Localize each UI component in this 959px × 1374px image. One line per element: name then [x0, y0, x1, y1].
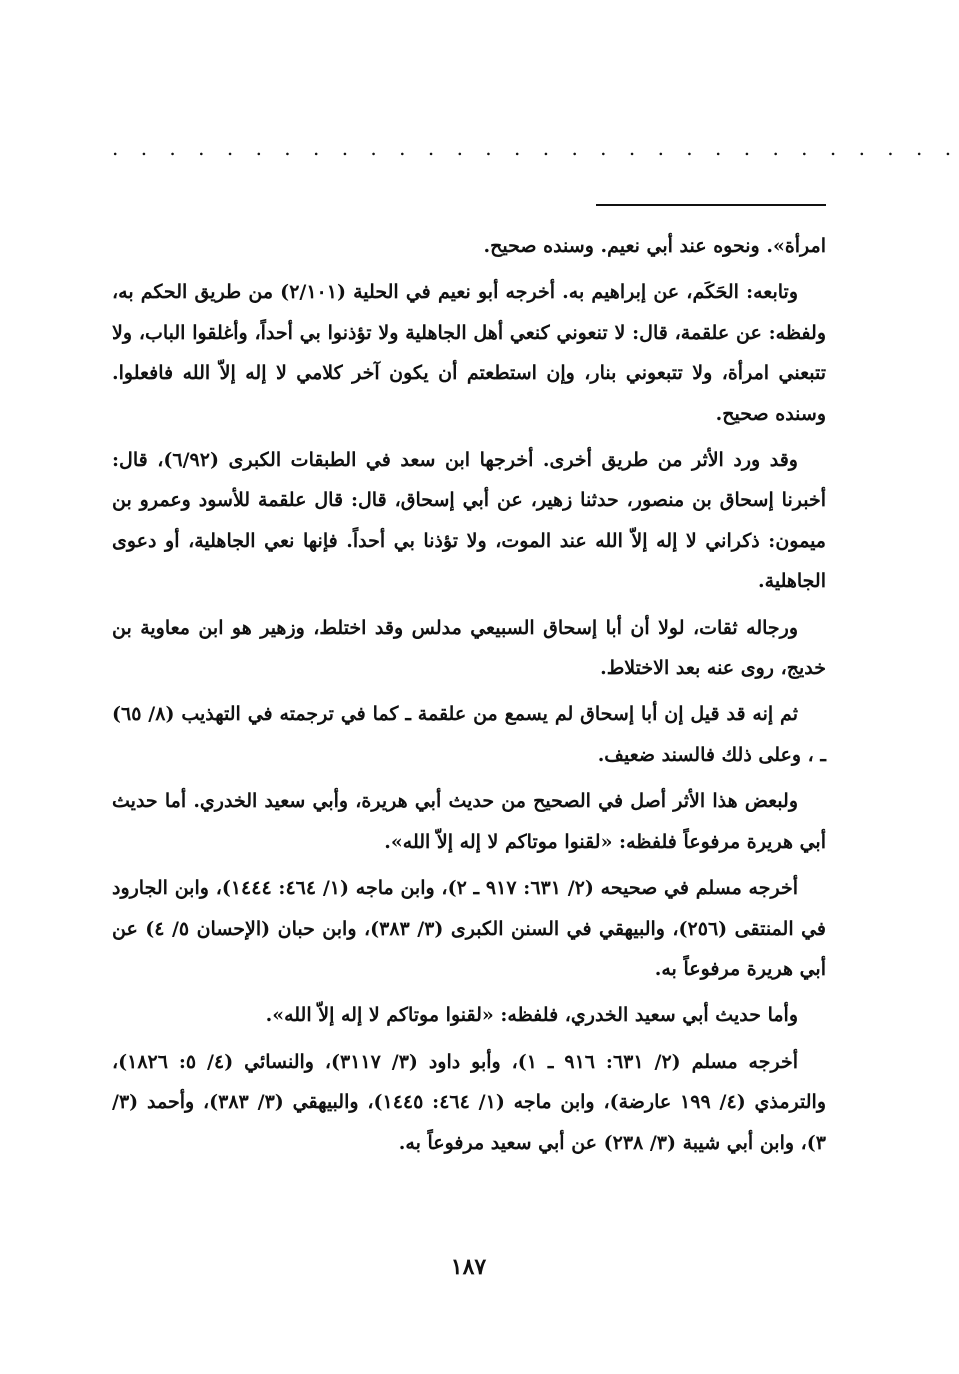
page-number: ١٨٧ — [450, 1254, 487, 1280]
paragraph-5: ثم إنه قد قيل إن أبا إسحاق لم يسمع من علقمة ـ كما في ترجمته في التهذيب (٨/ ٦٥) ـ ، وعلى ذلك فالسند ضعيف. — [112, 703, 826, 766]
paragraph-6: ولبعض هذا الأثر أصل في الصحيح من حديث أبي هريرة، وأبي سعيد الخدري. أما حديث أبي هريرة مرفوعاً فلفظه: «لقنوا موتاكم لا إله إلاّ الله». — [112, 790, 826, 853]
paragraph-2: وتابعه: الحَكَم، عن إبراهيم به. أخرجه أبو نعيم في الحلية (٢/١٠١) من طريق الحكم به، ولفظه: عن علقمة، قال: لا تنعوني كنعي أهل الجاهلية ولا تؤذنوا بي أحداً، وأغلقوا الباب، ولا تتبعني امرأة، ولا تتبعوني بنار، وإن استطعتم أن يكون آخر كلامي لا إله إلاّ الله فافعلوا. وسنده صحيح. — [112, 281, 826, 425]
paragraph-4: ورجاله ثقات، لولا أن أبا إسحاق السبيعي مدلس وقد اختلط، وزهير هو ابن معاوية بن خديج، روى عنه بعد الاختلاط. — [112, 616, 826, 680]
paragraph-3: وقد ورد الأثر من طريق أخرى. أخرجها ابن سعد في الطبقات الكبرى (٦/٩٢)، قال: أخبرنا إسحاق بن منصور، حدثنا زهير، عن أبي إسحاق، قال: قال علقمة للأسود وعمرو بن ميمون: ذكراني لا إله إلاّ الله عند الموت، ولا تؤذنا بي أحداً. فإنها نعي الجاهلية، أو دعوى الجاهلية. — [112, 449, 826, 593]
paragraph-7: أخرجه مسلم في صحيحه (٢/ ٦٣١: ٩١٧ ـ ٢)، وابن ماجه (١/ ٤٦٤: ١٤٤٤)، وابن الجارود في المنتقى (٢٥٦)، والبيهقي في السنن الكبرى (٣/ ٣٨٣)، وابن حبان (الإحسان ٥/ ٤) عن أبي هريرة مرفوعاً به. — [112, 877, 826, 980]
page-text — [112, 226, 826, 1169]
footnote-rule — [596, 204, 826, 206]
paragraph-8: وأما حديث أبي سعيد الخدري، فلفظه: «لقنوا موتاكم لا إله إلاّ الله». — [265, 1004, 798, 1027]
paragraph-1: امرأة». ونحوه عند أبي نعيم. وسنده صحيح. — [483, 235, 826, 257]
paragraph-9: أخرجه مسلم (٢/ ٦٣١: ٩١٦ ـ ١)، وأبو داود (٣/ ٣١١٧)، والنسائي (٤/ ٥: ١٨٢٦)، والترمذي (٤/ ١٩٩ عارضة)، وابن ماجه (١/ ٤٦٤: ١٤٤٥)، والبيهقي (٣/ ٣٨٣)، وأحمد (٣/ ٣)، وابن أبي شيبة (٣/ ٢٣٨) عن أبي سعيد مرفوعاً به. — [112, 1050, 827, 1154]
dotted-separator: . . . . . . . . . . . . . . . . . . . . . . . . . . . . . . — [112, 136, 959, 160]
